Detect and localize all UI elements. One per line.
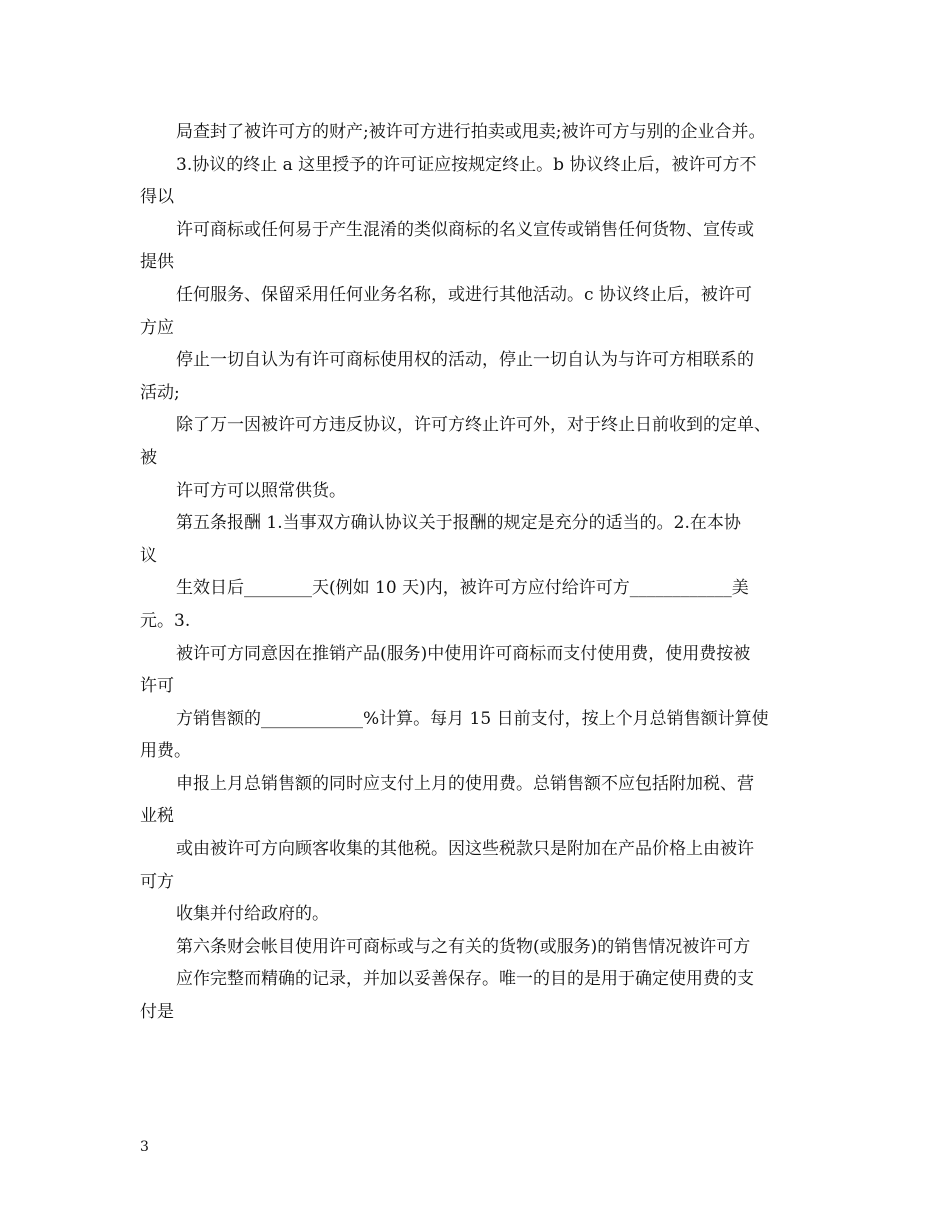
text-line: 被 (140, 447, 157, 468)
text-line: 收集并付给政府的。 (176, 904, 329, 925)
text-line: 方销售额的____________%计算。每月 15 日前支付，按上个月总销售额计算使 (176, 708, 769, 729)
text-line: 局查封了被许可方的财产;被许可方进行拍卖或甩卖;被许可方与别的企业合并。 (176, 122, 766, 142)
text-line: 应作完整而精确的记录，并加以妥善保存。唯一的目的是用于确定使用费的支 (176, 969, 754, 990)
text-line: 得以 (140, 187, 174, 208)
text-line: 许可方可以照常供货。 (176, 480, 346, 501)
text-line: 业税 (140, 806, 174, 827)
text-line: 第六条财会帐目使用许可商标或与之有关的货物(或服务)的销售情况被许可方 (176, 936, 751, 957)
text-line: 付是 (140, 1002, 174, 1023)
text-line: 用费。 (140, 741, 191, 762)
text-line: 任何服务、保留采用任何业务名称，或进行其他活动。c 协议终止后，被许可 (176, 284, 752, 305)
text-line: 许可商标或任何易于产生混淆的类似商标的名义宣传或销售任何货物、宣传或 (176, 219, 754, 240)
text-line: 申报上月总销售额的同时应支付上月的使用费。总销售额不应包括附加税、营 (176, 773, 754, 794)
text-line: 生效日后________天(例如 10 天)内，被许可方应付给许可方____________美 (176, 578, 749, 599)
text-line: 3.协议的终止 a 这里授予的许可证应按规定终止。b 协议终止后，被许可方不 (176, 154, 757, 175)
text-line: 或由被许可方向顾客收集的其他税。因这些税款只是附加在产品价格上由被许 (176, 839, 754, 860)
text-line: 除了万一因被许可方违反协议，许可方终止许可外，对于终止日前收到的定单、 (176, 415, 771, 436)
text-line: 提供 (140, 252, 174, 273)
text-line: 许可 (140, 676, 174, 697)
text-line: 停止一切自认为有许可商标使用权的活动，停止一切自认为与许可方相联系的 (176, 350, 754, 371)
text-line: 方应 (140, 317, 174, 338)
text-line: 被许可方同意因在推销产品(服务)中使用许可商标而支付使用费，使用费按被 (176, 643, 751, 664)
text-line: 议 (140, 545, 157, 566)
text-line: 元。3. (140, 610, 191, 631)
text-line: 活动; (140, 382, 180, 403)
document-body (140, 116, 830, 1029)
page-number: 3 (140, 1139, 149, 1155)
text-line: 第五条报酬 1.当事双方确认协议关于报酬的规定是充分的适当的。2.在本协 (176, 513, 741, 534)
text-line: 可方 (140, 871, 174, 892)
